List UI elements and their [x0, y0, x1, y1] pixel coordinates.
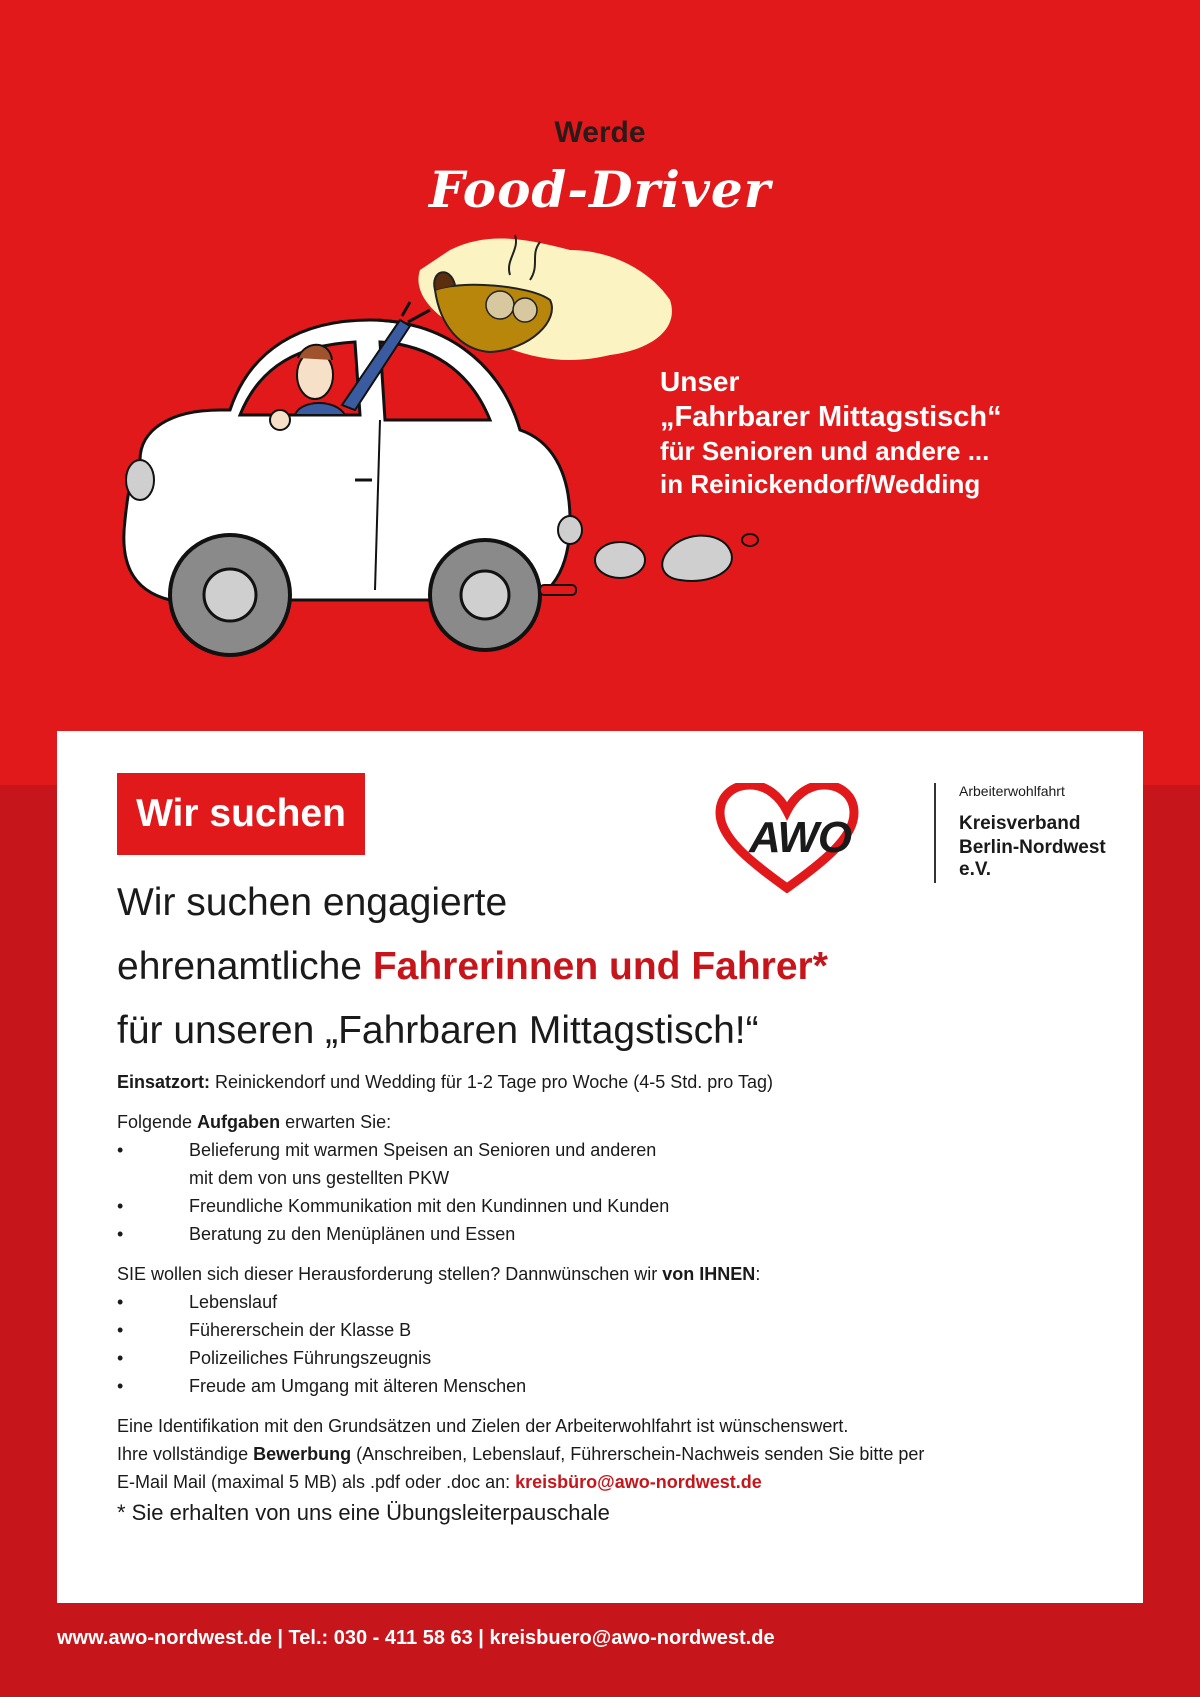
headline-line2	[117, 935, 828, 999]
closing-line1: Eine Identifikation mit den Grundsätzen und Zielen der Arbeiterwohlfahrt ist wünschenswert.	[117, 1416, 849, 1436]
closing-line3	[117, 1468, 1107, 1496]
list-item-text: Freude am Umgang mit älteren Menschen	[189, 1376, 527, 1396]
closing-line2-c: (Anschreiben, Lebenslauf, Führerschein-Nachweis senden Sie bitte per	[351, 1444, 925, 1464]
logo-divider	[934, 783, 936, 883]
list-item-text: Polizeiliches Führungszeugnis	[189, 1348, 432, 1368]
requirements-intro-a: SIE wollen sich dieser Herausforderung stellen? Dannwünschen wir	[117, 1264, 663, 1284]
bullet-icon: •	[117, 1320, 124, 1340]
list-item-text: Lebenslauf	[189, 1292, 278, 1312]
einsatz-text: Reinickendorf und Wedding für 1-2 Tage pro Woche (4-5 Std. pro Tag)	[210, 1072, 774, 1092]
email-link[interactable]: kreisbüro@awo-nordwest.de	[515, 1472, 762, 1492]
list-item	[117, 1316, 1107, 1344]
bullet-icon: •	[117, 1348, 124, 1368]
closing-line3-a: E-Mail Mail (maximal 5 MB) als .pdf oder .doc an:	[117, 1472, 516, 1492]
hero-sub-line: Unser	[660, 366, 740, 397]
footer-contact: www.awo-nordwest.de | Tel.: 030 - 411 58 63 | kreisbuero@awo-nordwest.de	[57, 1627, 775, 1649]
headline	[117, 871, 828, 1063]
list-item-text: Freundliche Kommunikation mit den Kundinnen und Kunden	[189, 1196, 670, 1216]
tasks-intro-a: Folgende	[117, 1112, 198, 1132]
bullet-icon: •	[117, 1376, 124, 1396]
bullet-icon: •	[117, 1292, 124, 1312]
bullet-icon: •	[117, 1224, 124, 1244]
closing-line2-b: Bewerbung	[253, 1444, 352, 1464]
requirements-intro-b: von IHNEN	[662, 1264, 756, 1284]
content-card	[57, 731, 1143, 1603]
list-item-text: Fühererschein der Klasse B	[189, 1320, 412, 1340]
tasks-intro-b: Aufgaben	[197, 1112, 281, 1132]
org-name-line2: Berlin-Nordwest e.V.	[959, 837, 1106, 880]
footnote: * Sie erhalten von uns eine Übungsleiterpauschale	[117, 1500, 610, 1525]
list-item	[117, 1220, 1107, 1248]
org-name-line1: Kreisverband	[959, 813, 1081, 834]
body-text	[117, 1068, 1107, 1530]
list-item	[117, 1192, 1107, 1220]
bullet-icon: •	[117, 1196, 124, 1216]
headline-line1: Wir suchen engagierte	[117, 881, 508, 924]
einsatz-label: Einsatzort:	[117, 1072, 211, 1092]
requirements-intro-c: :	[755, 1264, 761, 1284]
einsatz-line	[117, 1068, 1107, 1096]
list-item-text: mit dem von uns gestellten PKW	[189, 1168, 450, 1188]
list-item-text: Beratung zu den Menüplänen und Essen	[189, 1224, 516, 1244]
hero-kicker: Werde	[554, 116, 646, 149]
headline-highlight: Fahrerinnen und Fahrer*	[372, 945, 828, 988]
list-item	[117, 1372, 1107, 1400]
closing-line2	[117, 1440, 1107, 1468]
list-item	[117, 1288, 1107, 1316]
closing-line2-a: Ihre vollständige	[117, 1444, 254, 1464]
hero-title: Food-Driver	[428, 160, 772, 219]
hero-sub-line: „Fahrbarer Mittagstisch“	[660, 401, 1002, 433]
list-item-continuation	[117, 1164, 1107, 1192]
bullet-icon: •	[117, 1140, 124, 1160]
headline-line2-plain: ehrenamtliche	[117, 945, 373, 988]
awo-brand: AWO	[749, 813, 852, 862]
tasks-intro	[117, 1108, 1107, 1136]
headline-line3: für unseren „Fahrbaren Mittagstisch!“	[117, 1009, 759, 1052]
hero-sub-line: für Senioren und andere ...	[660, 436, 990, 466]
tasks-intro-c: erwarten Sie:	[280, 1112, 392, 1132]
list-item-text: Belieferung mit warmen Speisen an Senioren und anderen	[189, 1140, 657, 1160]
hero-subtitle	[660, 365, 1002, 501]
hero-sub-line: in Reinickendorf/Wedding	[660, 469, 981, 499]
list-item	[117, 1344, 1107, 1372]
wir-suchen-badge: Wir suchen	[117, 773, 365, 855]
requirements-intro	[117, 1260, 1107, 1288]
list-item	[117, 1136, 1107, 1164]
org-name-small: Arbeiterwohlfahrt	[959, 783, 1065, 799]
